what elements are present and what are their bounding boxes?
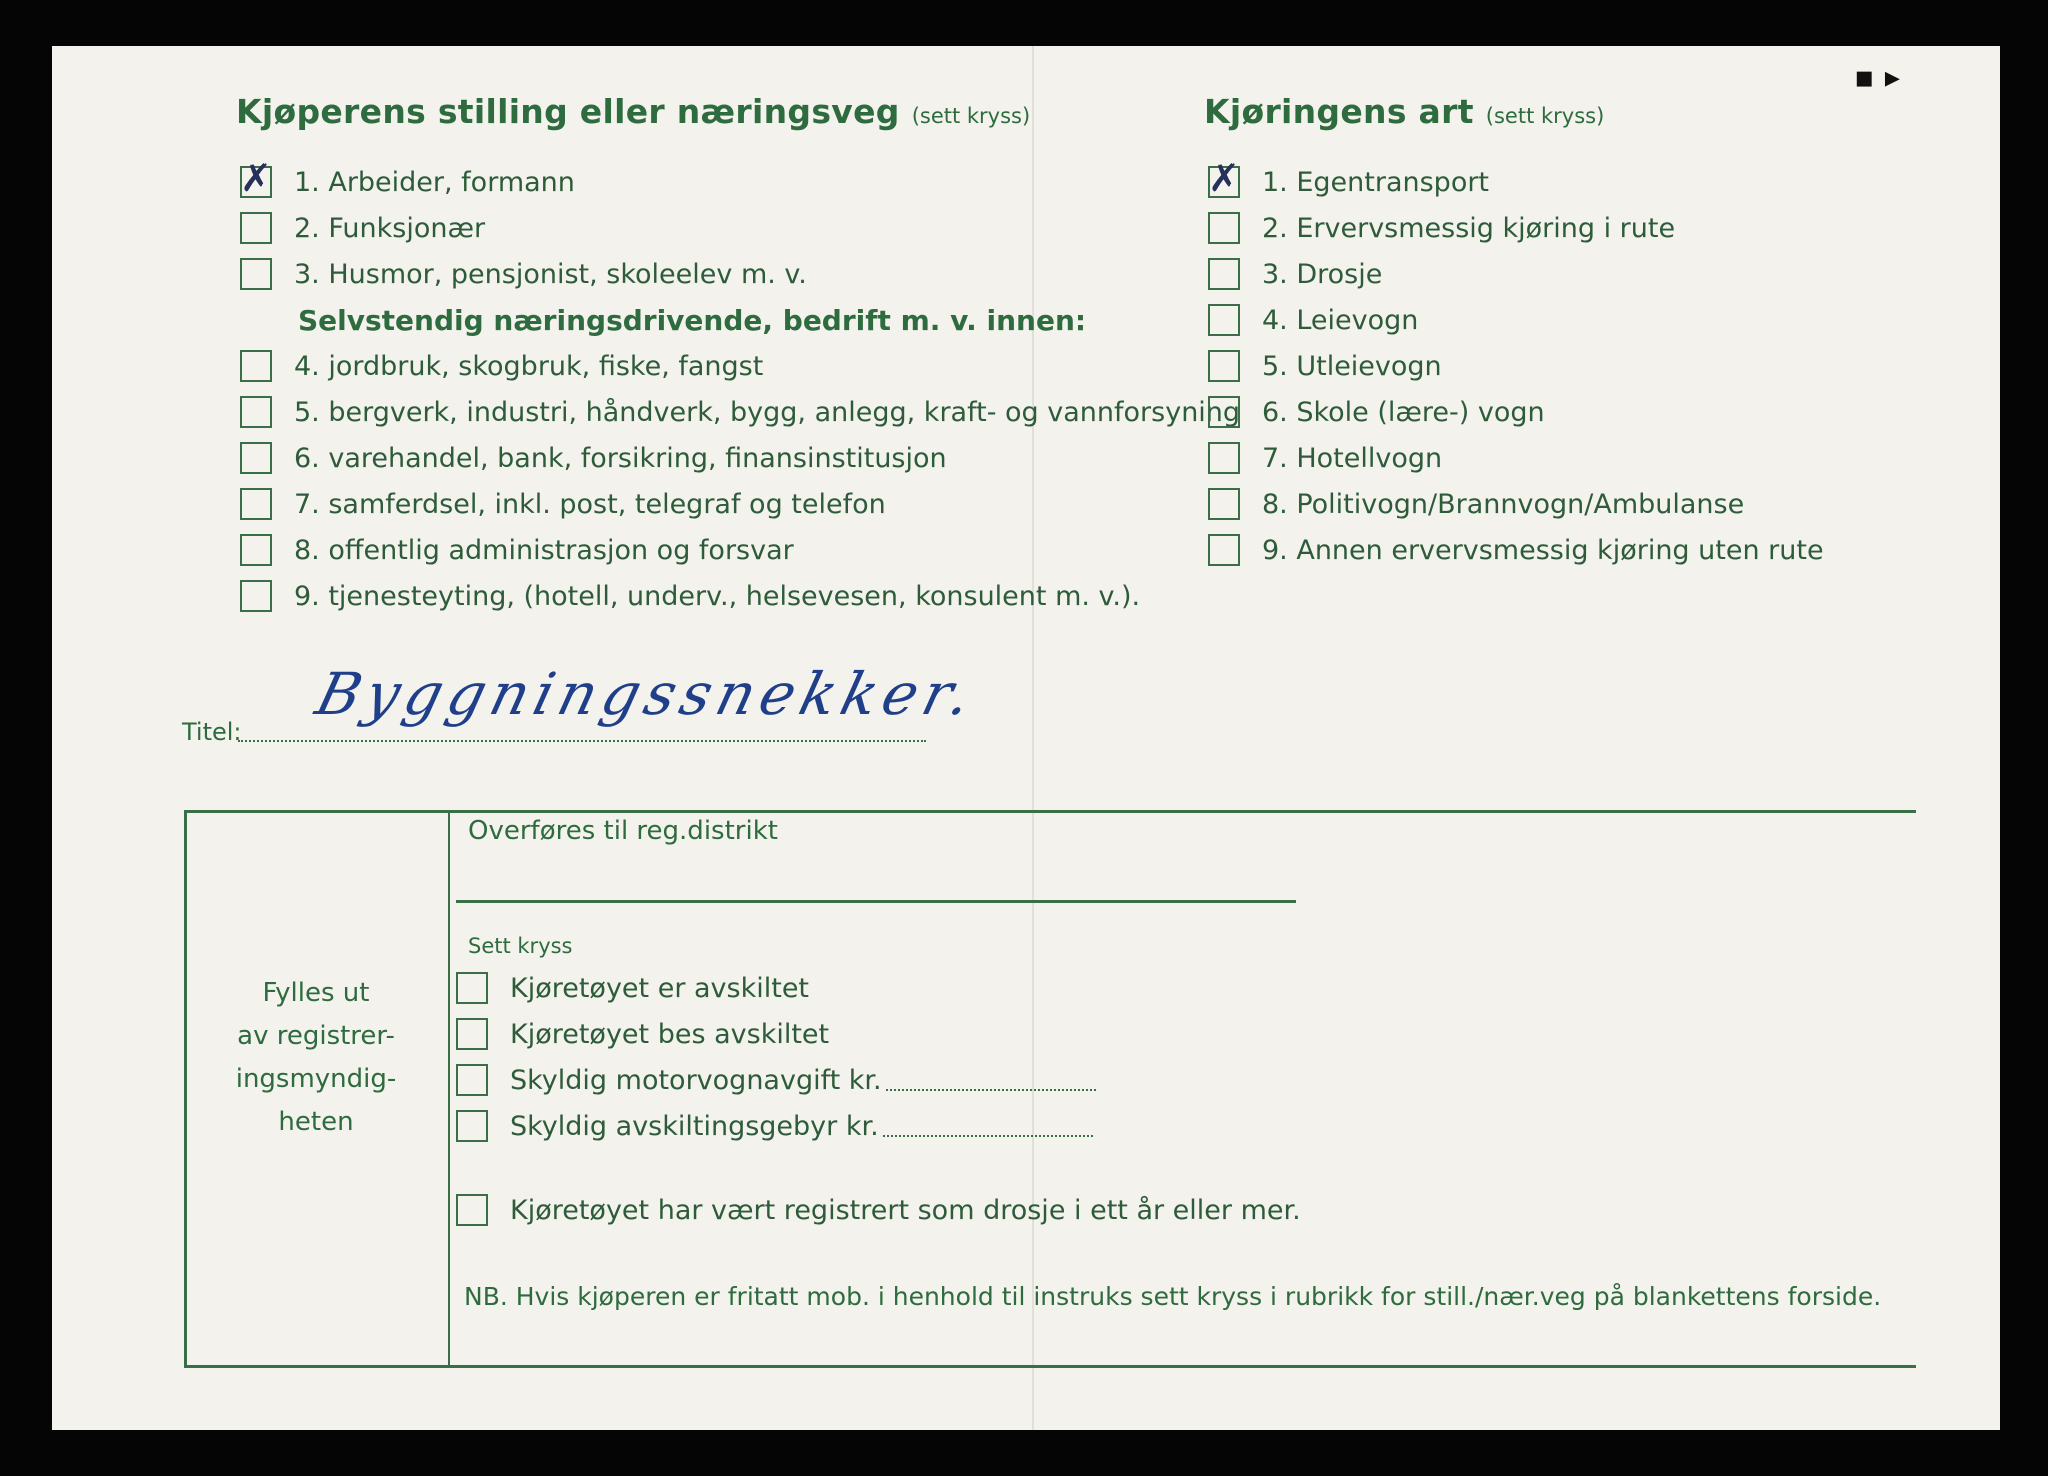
left-item-label: 1. Arbeider, formann <box>294 166 575 198</box>
checkbox[interactable] <box>456 1110 488 1142</box>
right-item-label: 8. Politivogn/Brannvogn/Ambulanse <box>1262 488 1745 520</box>
left-section-heading <box>236 92 1030 131</box>
checkbox[interactable] <box>240 212 272 244</box>
right-section-heading <box>1204 92 1604 131</box>
reg-check-motorvognavgift[interactable] <box>456 1064 1096 1096</box>
right-item-label: 9. Annen ervervsmessig kjøring uten rute <box>1262 534 1824 566</box>
reg-check-avskiltingsgebyr[interactable] <box>456 1110 1093 1142</box>
side-label-line: av registrer- <box>237 1021 395 1051</box>
side-label-line: Fylles ut <box>262 978 370 1008</box>
sett-kryss-label: Sett kryss <box>468 934 573 958</box>
checkbox[interactable] <box>1208 258 1240 290</box>
right-item-label: 5. Utleievogn <box>1262 350 1442 382</box>
right-item-3[interactable] <box>1208 258 1382 290</box>
left-item-label: 8. offentlig administrasjon og forsvar <box>294 534 794 566</box>
right-item-label: 3. Drosje <box>1262 258 1383 290</box>
left-item-4[interactable] <box>240 350 763 382</box>
left-heading-text: Kjøperens stilling eller næringsveg <box>236 92 900 131</box>
reg-check-avskiltet[interactable] <box>456 972 809 1004</box>
left-item-6[interactable] <box>240 442 947 474</box>
right-item-label: 1. Egentransport <box>1262 166 1490 198</box>
right-item-4[interactable] <box>1208 304 1418 336</box>
right-heading-note: (sett kryss) <box>1485 104 1605 128</box>
reg-check-label: Kjøretøyet har vært registrert som drosje i ett år eller mer. <box>510 1194 1301 1226</box>
left-item-3[interactable] <box>240 258 807 290</box>
left-item-7[interactable] <box>240 488 886 520</box>
checkbox[interactable] <box>1208 534 1240 566</box>
checkbox[interactable] <box>1208 488 1240 520</box>
right-item-label: 2. Ervervsmessig kjøring i rute <box>1262 212 1676 244</box>
left-item-label: 4. jordbruk, skogbruk, fiske, fangst <box>294 350 764 382</box>
right-item-8[interactable] <box>1208 488 1744 520</box>
transfer-input-line[interactable] <box>456 900 1296 903</box>
checkbox[interactable] <box>240 350 272 382</box>
checkbox[interactable] <box>240 258 272 290</box>
frame-top-rule <box>184 810 1916 813</box>
nb-note: NB. Hvis kjøperen er fritatt mob. i henhold til instruks sett kryss i rubrikk for still./nær.veg på blankettens forside. <box>464 1282 1882 1311</box>
left-item-label: 6. varehandel, bank, forsikring, finansinstitusjon <box>294 442 947 474</box>
left-heading-note: (sett kryss) <box>911 104 1031 128</box>
reg-check-label: Kjøretøyet bes avskiltet <box>510 1018 830 1050</box>
checkbox[interactable] <box>456 1064 488 1096</box>
frame-divider <box>448 810 450 1368</box>
left-item-label: 5. bergverk, industri, håndverk, bygg, anlegg, kraft- og vannforsyning <box>294 396 1241 428</box>
reg-check-label: Skyldig motorvognavgift kr. <box>510 1064 882 1096</box>
amount-dotted-line[interactable] <box>883 1115 1093 1137</box>
checkbox[interactable] <box>1208 304 1240 336</box>
right-item-5[interactable] <box>1208 350 1442 382</box>
right-item-2[interactable] <box>1208 212 1675 244</box>
transfer-label: Overføres til reg.distrikt <box>468 816 778 846</box>
checkbox[interactable] <box>456 1018 488 1050</box>
checkbox[interactable] <box>240 396 272 428</box>
left-item-9[interactable] <box>240 580 1140 612</box>
right-item-label: 7. Hotellvogn <box>1262 442 1443 474</box>
right-item-7[interactable] <box>1208 442 1442 474</box>
left-subheading: Selvstendig næringsdrivende, bedrift m. v. innen: <box>298 304 1087 337</box>
right-heading-text: Kjøringens art <box>1204 92 1474 131</box>
authority-side-label <box>184 972 448 1144</box>
left-item-2[interactable] <box>240 212 485 244</box>
checkbox[interactable] <box>1208 442 1240 474</box>
left-item-label: 3. Husmor, pensjonist, skoleelev m. v. <box>294 258 807 290</box>
titel-handwritten-value[interactable]: Byggningssnekker. <box>309 660 985 728</box>
left-item-5[interactable] <box>240 396 1240 428</box>
titel-dotted-line <box>238 740 926 742</box>
checkbox[interactable] <box>1208 396 1240 428</box>
amount-dotted-line[interactable] <box>886 1069 1096 1091</box>
reg-check-label: Kjøretøyet er avskiltet <box>510 972 810 1004</box>
left-item-label: 9. tjenesteyting, (hotell, underv., helsevesen, konsulent m. v.). <box>294 580 1141 612</box>
handwritten-x-icon: ✗ <box>1208 156 1240 200</box>
left-item-1[interactable] <box>240 156 575 200</box>
titel-label: Titel: <box>182 718 242 746</box>
checkbox[interactable] <box>240 534 272 566</box>
left-item-label: 2. Funksjonær <box>294 212 486 244</box>
side-label-line: ingsmyndig- <box>235 1064 397 1094</box>
registration-box <box>184 810 1916 1368</box>
handwritten-x-icon: ✗ <box>240 156 272 200</box>
left-item-label: 7. samferdsel, inkl. post, telegraf og telefon <box>294 488 886 520</box>
checkbox[interactable] <box>1208 212 1240 244</box>
reg-check-bes-avskiltet[interactable] <box>456 1018 829 1050</box>
checkbox[interactable] <box>240 156 272 200</box>
left-item-8[interactable] <box>240 534 794 566</box>
checkbox[interactable] <box>240 580 272 612</box>
checkbox[interactable] <box>1208 156 1240 200</box>
side-label-line: heten <box>278 1107 354 1137</box>
right-item-1[interactable] <box>1208 156 1490 200</box>
right-item-label: 6. Skole (lære-) vogn <box>1262 396 1545 428</box>
checkbox[interactable] <box>240 488 272 520</box>
reg-check-drosje[interactable] <box>456 1194 1301 1226</box>
reg-check-label: Skyldig avskiltingsgebyr kr. <box>510 1110 879 1142</box>
frame-bottom-rule <box>184 1365 1916 1368</box>
checkbox[interactable] <box>1208 350 1240 382</box>
corner-mark: ▪ ▸ <box>1854 60 1900 95</box>
checkbox[interactable] <box>240 442 272 474</box>
checkbox[interactable] <box>456 1194 488 1226</box>
right-item-label: 4. Leievogn <box>1262 304 1419 336</box>
checkbox[interactable] <box>456 972 488 1004</box>
right-item-6[interactable] <box>1208 396 1545 428</box>
right-item-9[interactable] <box>1208 534 1824 566</box>
